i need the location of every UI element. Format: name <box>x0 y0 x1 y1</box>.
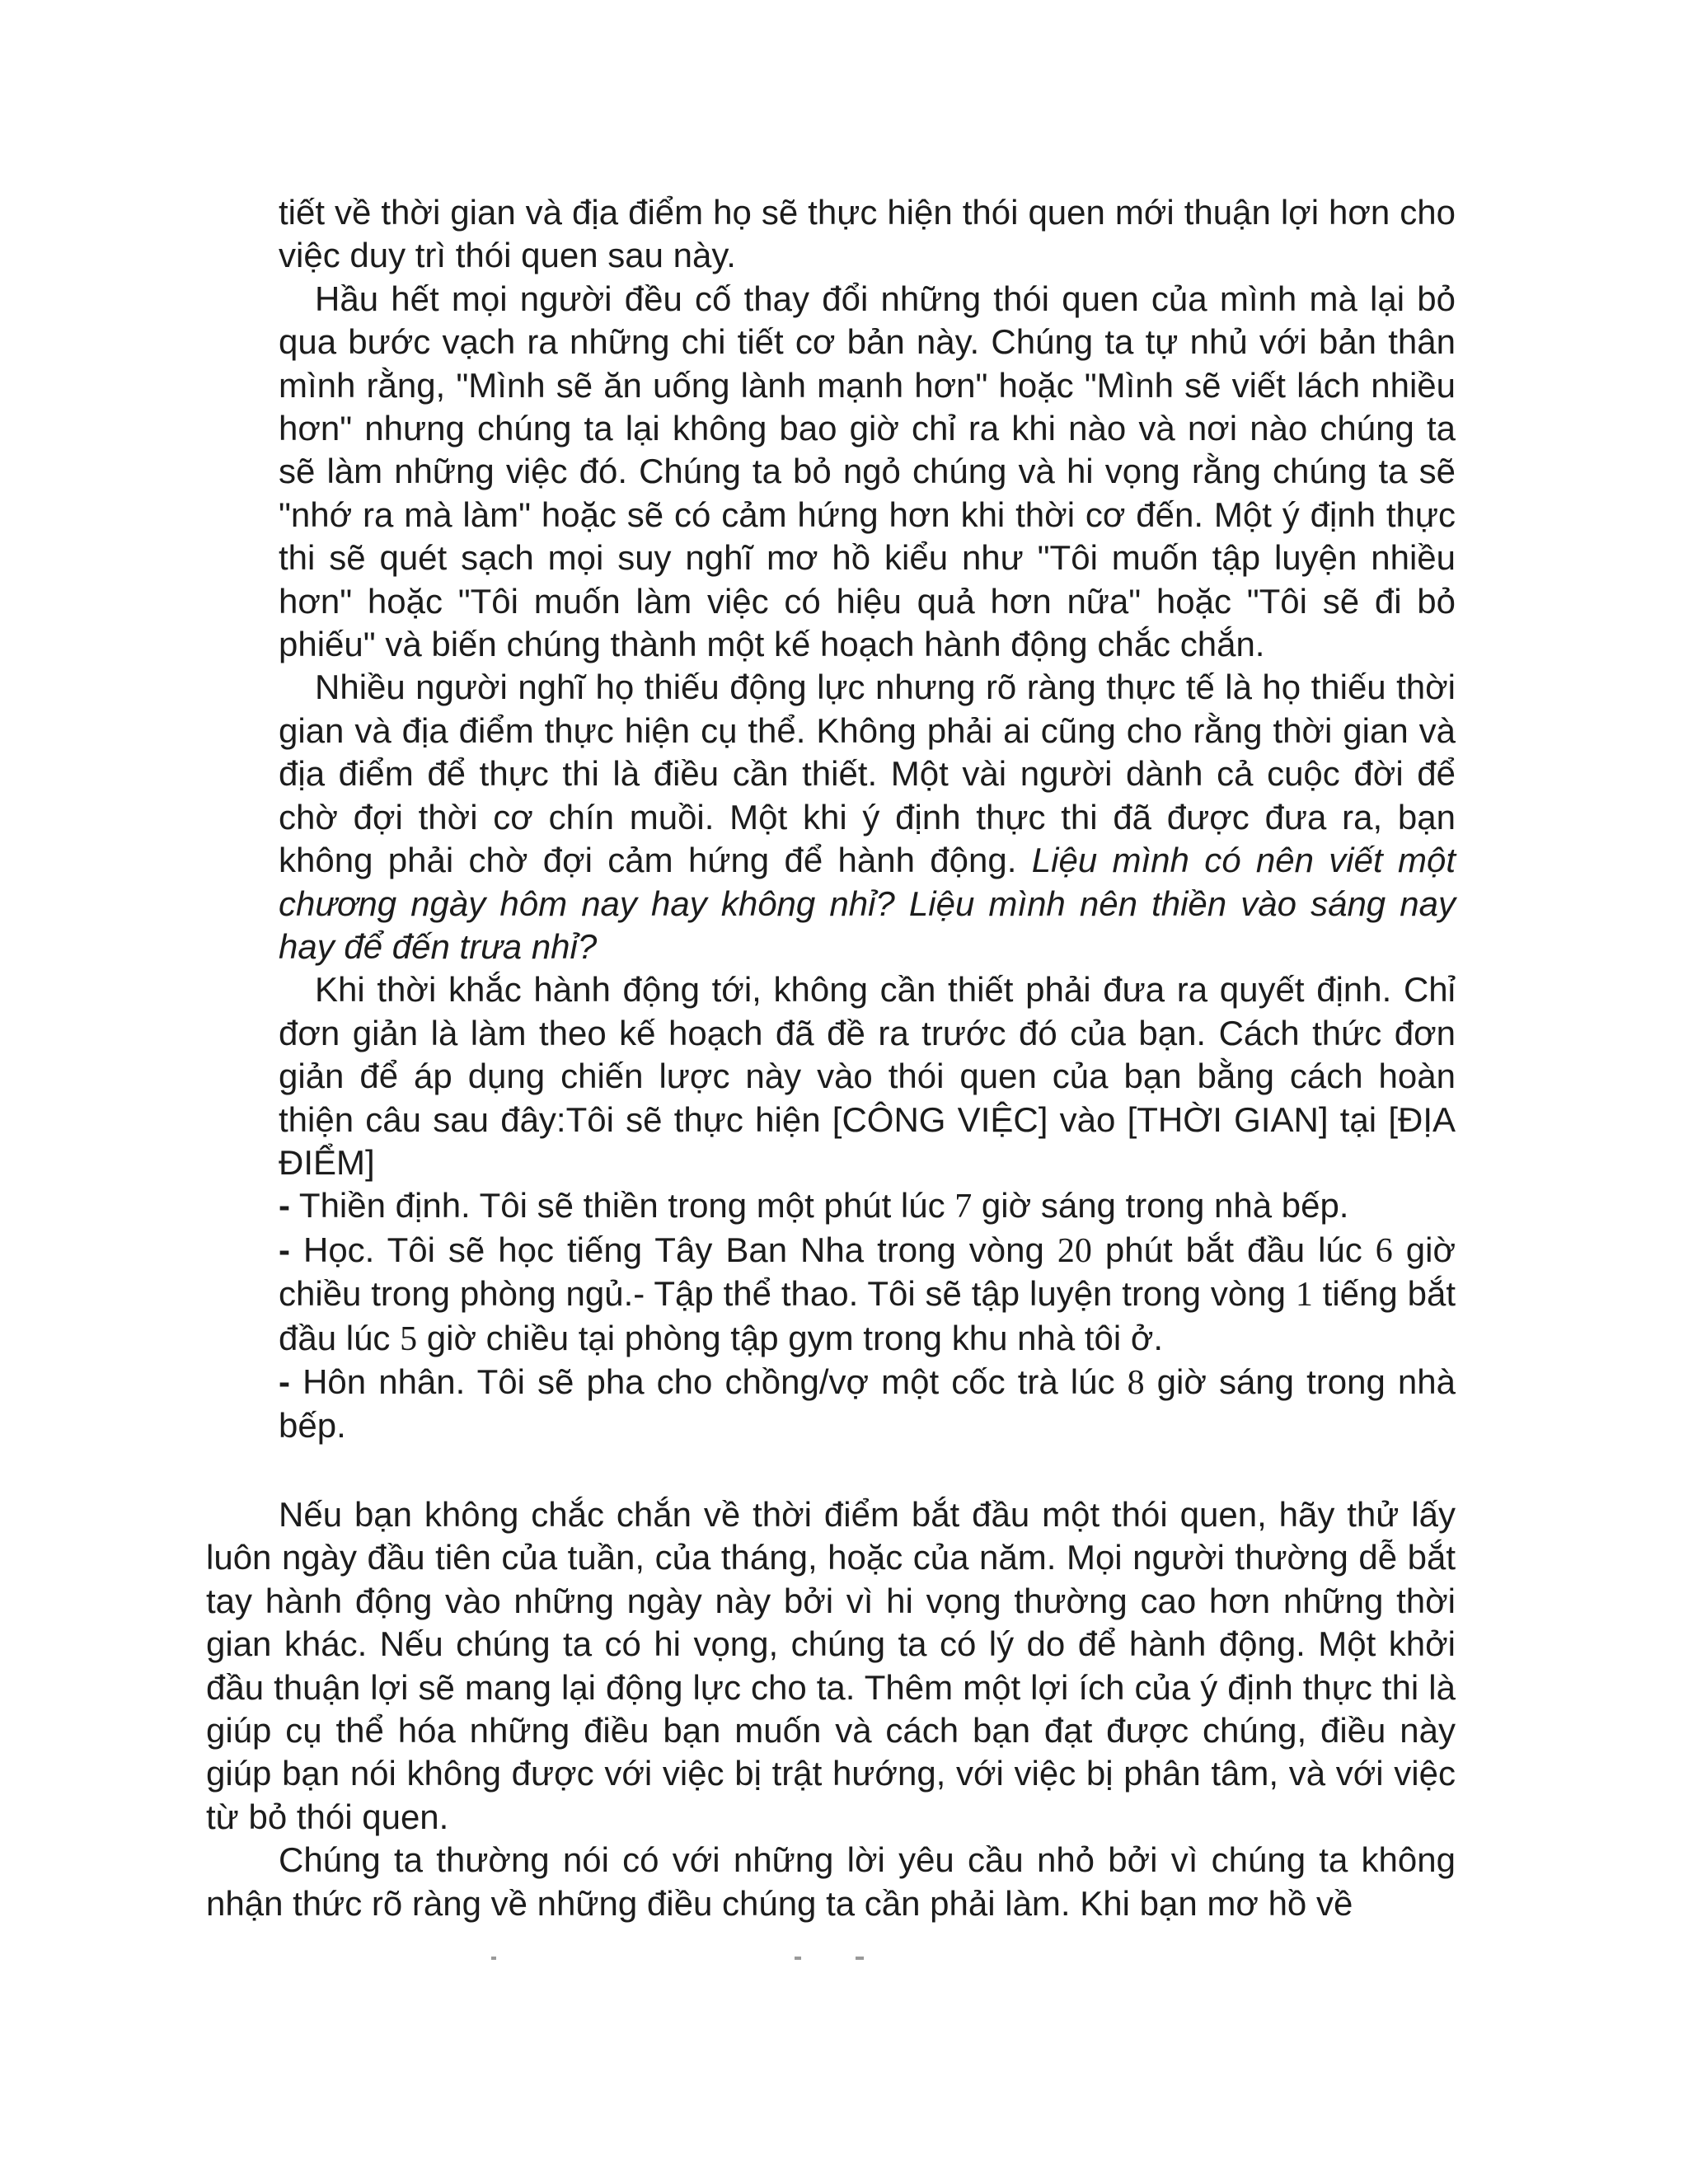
italic-questions: Liệu mình có nên viết một chương ngày hôm nay hay không nhỉ? Liệu mình nên thiền vào sáng nay hay để đến trưa nhỉ? <box>279 841 1456 966</box>
paragraph-formula: Khi thời khắc hành động tới, không cần thiết phải đưa ra quyết định. Chỉ đơn giản là làm theo kế hoạch đã đề ra trước đó của bạn. Cách thức đơn giản để áp dụng chiến lược này vào thói quen của bạn bằng cách hoàn thiện câu sau đây:Tôi sẽ thực hiện [CÔNG VIỆC] vào [THỜI GIAN] tại [ĐỊA ĐIỂM] <box>279 970 1456 1182</box>
paragraph-start-date: Nếu bạn không chắc chắn về thời điểm bắt đầu một thói quen, hãy thử lấy luôn ngày đầu tiên của tuần, của tháng, hoặc của năm. Mọi người thường dễ bắt tay hành động vào những ngày này bởi vì hi vọng thường cao hơn những thời gian khác. Nếu chúng ta có hi vọng, chúng ta có lý do để hành động. Một khởi đầu thuận lợi sẽ mang lại động lực cho ta. Thêm một lợi ích của ý định thực thi là giúp cụ thể hóa những điều bạn muốn và cách bạn đạt được chúng, điều này giúp bạn nói không được với việc bị trật hướng, với việc bị phân tâm, và với việc từ bỏ thói quen. <box>206 1495 1456 1836</box>
list-dash: - <box>279 1230 290 1269</box>
paragraph-vague-intentions: Hầu hết mọi người đều cố thay đổi những thói quen của mình mà lại bỏ qua bước vạch ra những chi tiết cơ bản này. Chúng ta tự nhủ với bản thân mình rằng, "Mình sẽ ăn uống lành mạnh hơn" hoặc "Mình sẽ viết lách nhiều hơn" nhưng chúng ta lại không bao giờ chỉ ra khi nào và nơi nào chúng ta sẽ làm những việc đó. Chúng ta bỏ ngỏ chúng và hi vọng rằng chúng ta sẽ "nhớ ra mà làm" hoặc sẽ có cảm hứng hơn khi thời cơ đến. Một ý định thực thi sẽ quét sạch mọi suy nghĩ mơ hồ kiểu như "Tôi muốn tập luyện nhiều hơn" hoặc "Tôi muốn làm việc có hiệu quả hơn nữa" hoặc "Tôi sẽ đi bỏ phiếu" và biến chúng thành một kế hoạch hành động chắc chắn. <box>279 279 1456 664</box>
paragraph-saying-yes: Chúng ta thường nói có với những lời yêu cầu nhỏ bởi vì chúng ta không nhận thức rõ ràng về những điều chúng ta cần phải làm. Khi bạn mơ hồ về <box>206 1840 1456 1923</box>
cut-off-diacritic-mark <box>795 1957 801 1960</box>
text-column-lower <box>206 1493 1456 1925</box>
paragraph-motivation <box>279 666 1456 968</box>
text-column-upper <box>279 191 1456 1448</box>
list-dash: - <box>279 1361 290 1401</box>
example-meditation: - Thiền định. Tôi sẽ thiền trong một phút lúc 7 giờ sáng trong nhà bếp. <box>279 1186 1349 1226</box>
cut-off-diacritic-mark <box>856 1957 864 1960</box>
paragraph-continued: tiết về thời gian và địa điểm họ sẽ thực hiện thói quen mới thuận lợi hơn cho việc duy trì thói quen sau này. <box>279 193 1456 275</box>
paragraph-motivation-text: Nhiều người nghĩ họ thiếu động lực nhưng rõ ràng thực tế là họ thiếu thời gian và địa điểm thực hiện cụ thể. Không phải ai cũng cho rằng thời gian và địa điểm để thực thi là điều cần thiết. Một vài người dành cả cuộc đời để chờ đợi thời cơ chín muồi. Một khi ý định thực thi đã được đưa ra, bạn không phải chờ đợi cảm hứng để hành động. <box>279 668 1456 880</box>
example-marriage: - Hôn nhân. Tôi sẽ pha cho chồng/vợ một cốc trà lúc 8 giờ sáng trong nhà bếp. <box>279 1361 1456 1446</box>
list-dash: - <box>279 1186 290 1226</box>
cut-off-diacritic-mark <box>491 1957 496 1960</box>
example-study-exercise: - Học. Tôi sẽ học tiếng Tây Ban Nha trong vòng 20 phút bắt đầu lúc 6 giờ chiều trong phòng ngủ.- Tập thể thao. Tôi sẽ tập luyện trong vòng 1 tiếng bắt đầu lúc 5 giờ chiều tại phòng tập gym trong khu nhà tôi ở. <box>279 1230 1456 1358</box>
